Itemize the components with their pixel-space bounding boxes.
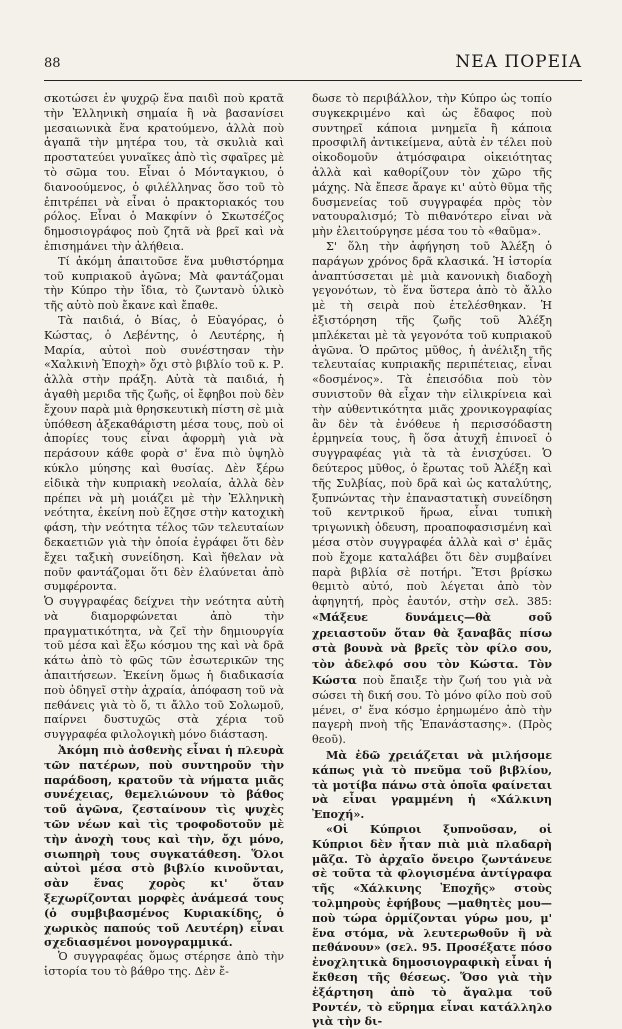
paragraph: σκοτώσει ἐν ψυχρῷ ἕνα παιδὶ ποὺ κρατᾶ τὴν Ἑλληνικὴ σημαία ἢ νὰ βασανίσει μεσαιωνικὰ ἕνα κρατούμενο, ἀλλὰ ποὺ ἀγαπᾶ τὴν μητέρα του, τὰ σκυλιὰ καὶ προστατεύει γυναῖκες ἀπὸ τὶς σφαῖρες μὲ τὸ σῶμα του. Εἶναι ὁ Μόνταγκιου, ὁ διανοούμενος, ὁ φιλέλληνας ὅσο τοῦ τὸ ἐπιτρέπει νὰ εἶναι ὁ πρακτοριακός του ρόλος. Εἶναι ὁ Μακφίνν ὁ Σκωτσέζος δημοσιογράφος ποὺ ζητᾶ νὰ βρεῖ καὶ νὰ ἐπισημάνει τὴν ἀλήθεια. xyxy=(44,92,284,253)
page-header xyxy=(44,52,582,76)
running-title: ΝΕΑ ΠΟΡΕΙΑ xyxy=(455,52,582,72)
right-column xyxy=(312,92,552,1029)
left-column xyxy=(44,92,284,992)
paragraph xyxy=(312,240,552,748)
quoted-passage: «Μάξευε δυνάμεις—θὰ σοῦ χρειαστοῦν ὅταν θὰ ξαναβᾶς πίσω στὰ βουνὰ νὰ βρεῖς τὸν φίλο σου, τὸν ἀδελφό σου τὸν Κώστα. Τὸν Κώστα xyxy=(312,609,552,688)
paragraph: Ὁ συγγραφέας ὅμως στέρησε ἀπὸ τὴν ἱστορία του τὸ βάθρο της. Δὲν ἔ- xyxy=(44,950,284,979)
paragraph: Τί ἀκόμη ἀπαιτοῦσε ἕνα μυθιστόρημα τοῦ κυπριακοῦ ἀγῶνα; Μὰ φαντάζομαι τὴν Κύπρο τὴν ἴδια, τὸ ζωντανὸ ὑλικὸ τῆς αὐτὸ ποὺ ἔκανε καὶ ἔπαθε. xyxy=(44,254,284,313)
paragraph: Ὁ συγγραφέας δείχνει τὴν νεότητα αὐτὴ νὰ διαμορφώνεται ἀπὸ τὴν πραγματικότητα, νὰ ζεῖ τὴν δημιουργία τοῦ μέσα καὶ ἔξω κόσμου της καὶ νὰ δρᾶ κάτω ἀπὸ τὸ φῶς τῶν ἐσωτερικῶν της ἀπαιτήσεων. Ἐκείνη ὅμως ἡ διαδικασία ποὺ ὁδηγεῖ στὴν ἀχραία, ἀπόφαση τοῦ νὰ πεθάνεις γιὰ τὸ ὅ, τι ἄλλο τοῦ Σολωμοῦ, παίρνει δυστυχῶς στὰ χέρια τοῦ συγγραφέα φιλολογικὴ μόνο διάσταση. xyxy=(44,595,284,742)
paragraph-text: ποὺ ἔπαιξε τὴν ζωή του γιὰ νὰ σώσει τὴ δική σου. Τὸ μόνο φίλο ποὺ σοῦ μένει, σ' ἕνα κόσμο ἐρημωμένο ἀπὸ τὴν παγερὴ πνοὴ τῆς Ἐπανάστασης». (Πρὸς θεοῦ). xyxy=(312,674,552,747)
paragraph: Ἀκόμη πιὸ ἀσθενὴς εἶναι ἡ πλευρὰ τῶν πατέρων, ποὺ συντηροῦν τὴν παράδοση, κρατοῦν τὰ νήματα μιᾶς συνέχειας, θεμελιώνουν τὸ βάθος τοῦ ἀγῶνα, ζεσταίνουν τὶς ψυχὲς τῶν νέων καὶ τὶς τροφοδοτοῦν μὲ τὴν ἀνοχὴ τους καὶ τὴν, ὄχι μόνο, σιωπηρὴ τους συγκατάθεση. Ὅλοι αὐτοὶ μέσα στὸ βιβλίο κινοῦνται, σὰν ἕνας χορὸς κι' ὅταν ξεχωρίζονται μορφὲς ἀνάμεσά τους (ὁ συμβιβασμένος Κυριακίδης, ὁ χωρικὸς παπούς τοῦ Λευτέρη) εἶναι σχεδιασμένοι μονογραμμικά. xyxy=(44,743,284,950)
paragraph: δωσε τὸ περιβάλλον, τὴν Κύπρο ὡς τοπίο συγκεκριμένο καὶ ὡς ἔδαφος ποὺ συντηρεῖ κάποια μνημεῖα ἢ κάποια προσφιλῆ ἀντικείμενα, αὐτὰ ἐν τέλει ποὺ οἰκοδομοῦν ἀτμόσφαιρα οἰκειότητας ἀλλὰ καὶ καθορίζουν τὸν χῶρο τῆς μάχης. Νὰ ἔπεσε ἄραγε κι' αὐτὸ θῦμα τῆς δυσμενείας τοῦ συγγραφέα πρὸς τὸν νατουραλισμό; Τὸ πιθανότερο εἶναι νὰ μὴν ἐλειτούργησε μέσα του τὸ «θαῦμα». xyxy=(312,92,552,239)
paragraph: Τὰ παιδιά, ὁ Βίας, ὁ Εὐαγόρας, ὁ Κώστας, ὁ Λεβέντης, ὁ Λευτέρης, ἡ Μαρία, αὐτοὶ ποὺ συνέστησαν τὴν «Χαλκινὴ Ἐποχὴ» ὄχι στὸ βιβλίο τοῦ κ. Ρ. ἀλλὰ στὴν πράξη. Αὐτὰ τὰ παιδιά, ἡ ἀγαθὴ μεριδα τῆς ζωῆς, οἱ ἔφηβοι ποὺ δὲν ἔχουν παρὰ μιὰ θρησκευτικὴ πίστη σὲ μιὰ ὑπόθεση ἀξεκαθάριστη μέσα τους, ποὺ οἱ ἀπορίες τους εἶναι ἀφορμὴ γιὰ νὰ περάσουν κάθε φορὰ σ' ἕνα πιὸ ὑψηλὸ κύκλο μύησης καὶ θυσίας. Δὲν ξέρω εἰδικὰ τὴν κυπριακὴ νεολαία, ἀλλὰ δὲν πρέπει νὰ μὴ μοιάζει μὲ τὴν Ἑλληνικὴ νεότητα, ἐκείνη ποὺ ἔζησε στὴν κατοχικὴ φάση, τὴν νεότητα τέλος τῶν τελευταίων δεκαετιῶν γιὰ τὴν ὁποία ἐγράφει ὅτι δὲν ἔχει ταξικὴ συνείδηση. Καὶ ἤθελαν νὰ ποῦν φαντάζομαι ὅτι δὲν ἐλαύνεται ἀπὸ συμφέροντα. xyxy=(44,313,284,594)
header-rule xyxy=(44,80,582,81)
page-number: 88 xyxy=(44,56,61,71)
paragraph: «Οἱ Κύπριοι ξυπνοῦσαν, οἱ Κύπριοι δὲν ἦταν πιὰ μιὰ πλαδαρὴ μᾶζα. Τὸ ἀρχαῖο ὄνειρο ζωντάνευε σὲ τοῦτα τὰ φλογισμένα ἀντίγραφα τῆς «Χάλκινης Ἐποχῆς» στοὺς τολμηροὺς ἐφήβους —μαθητὲς μου— ποὺ τώρα ὀρμίζονται γύρω μου, μ' ἕνα στόμα, νὰ λευτερωθοῦν ἢ νὰ πεθάνουν» (σελ. 95. Προσέξατε πόσο ἐνοχλητικὰ δημοσιογραφικὴ εἶναι ἡ ἔκθεση τῆς θέσεως. Ὅσο γιὰ τὴν ἐξάρτηση ἀπὸ τὸ ἄγαλμα τοῦ Ροντέν, τὸ εὕρημα εἶναι κατάλληλο γιὰ τὴν δι- xyxy=(312,822,552,1029)
paragraph-text: Σ' ὅλη τὴν ἀφήγηση τοῦ Ἀλέξη ὁ παράγων χρόνος δρᾶ κλασικά. Ἡ ἱστορία ἀναπτύσσεται μὲ μιὰ κανονικὴ διαδοχὴ γεγονότων, τὸ ἕνα ὕστερα ἀπὸ τὸ ἄλλο μὲ τὴ σειρὰ ποὺ ἐτελέσθηκαν. Ἡ ἐξιστόρηση τῆς ζωῆς τοῦ Ἀλέξη μπλέκεται μὲ τὰ γεγονότα τοῦ κυπριακοῦ ἀγῶνα. Ὁ πρῶτος μῦθος, ἡ ἀνέλιξη τῆς τελευταίας κυπριακῆς περιπέτειας, εἶναι «δοσμένος». Τὰ ἐπεισόδια ποὺ τὸν συνιστοῦν θὰ εἶχαν τὴν εἰλικρίνεια καὶ τὴν αὐθεντικότητα μιᾶς χρονικογραφίας ἂν δὲν τὰ ἐνόθευε ἡ περισσόδαστη ἑρμηνεία τους, ἢ ὅσα ἀτυχῆ ἐπινοεῖ ὁ συγγραφέας γιὰ τὰ τὰ ἐνισχύσει. Ὁ δεύτερος μῦθος, ὁ ἔρωτας τοῦ Ἀλέξη καὶ τῆς Συλβίας, ποὺ δρᾶ καὶ ὡς καταλύτης, ξυπνώντας τὴν ἐπαναστατικὴ συνείδηση τοῦ κεντρικοῦ ἥρωα, εἶναι τυπικὴ τριγωνικὴ ὁδευση, προαποφασισμένη καὶ μέσα στὸν συγγραφέα ἀλλὰ καὶ σ' ἐμᾶς ποὺ ἔχομε καταλάβει ὅτι δὲν συμβαίνει παρὰ βιβλία σὲ ποτήρι. Ἔτσι βρίσκω θεμιτὸ αὐτό, ποὺ λέγεται ἀπὸ τὸν ἀφηγητή, πρὸς ἑαυτόν, στὴν σελ. 385: xyxy=(312,239,552,609)
paragraph: Μὰ ἐδῶ χρειάζεται νὰ μιλήσομε κάπως γιὰ τὸ πνεῦμα τοῦ βιβλίου, τὰ μοτίβα πάνω στὰ ὁποῖα φαίνεται νὰ εἶναι γραμμένη ἡ «Χάλκινη Ἐποχή». xyxy=(312,748,552,822)
